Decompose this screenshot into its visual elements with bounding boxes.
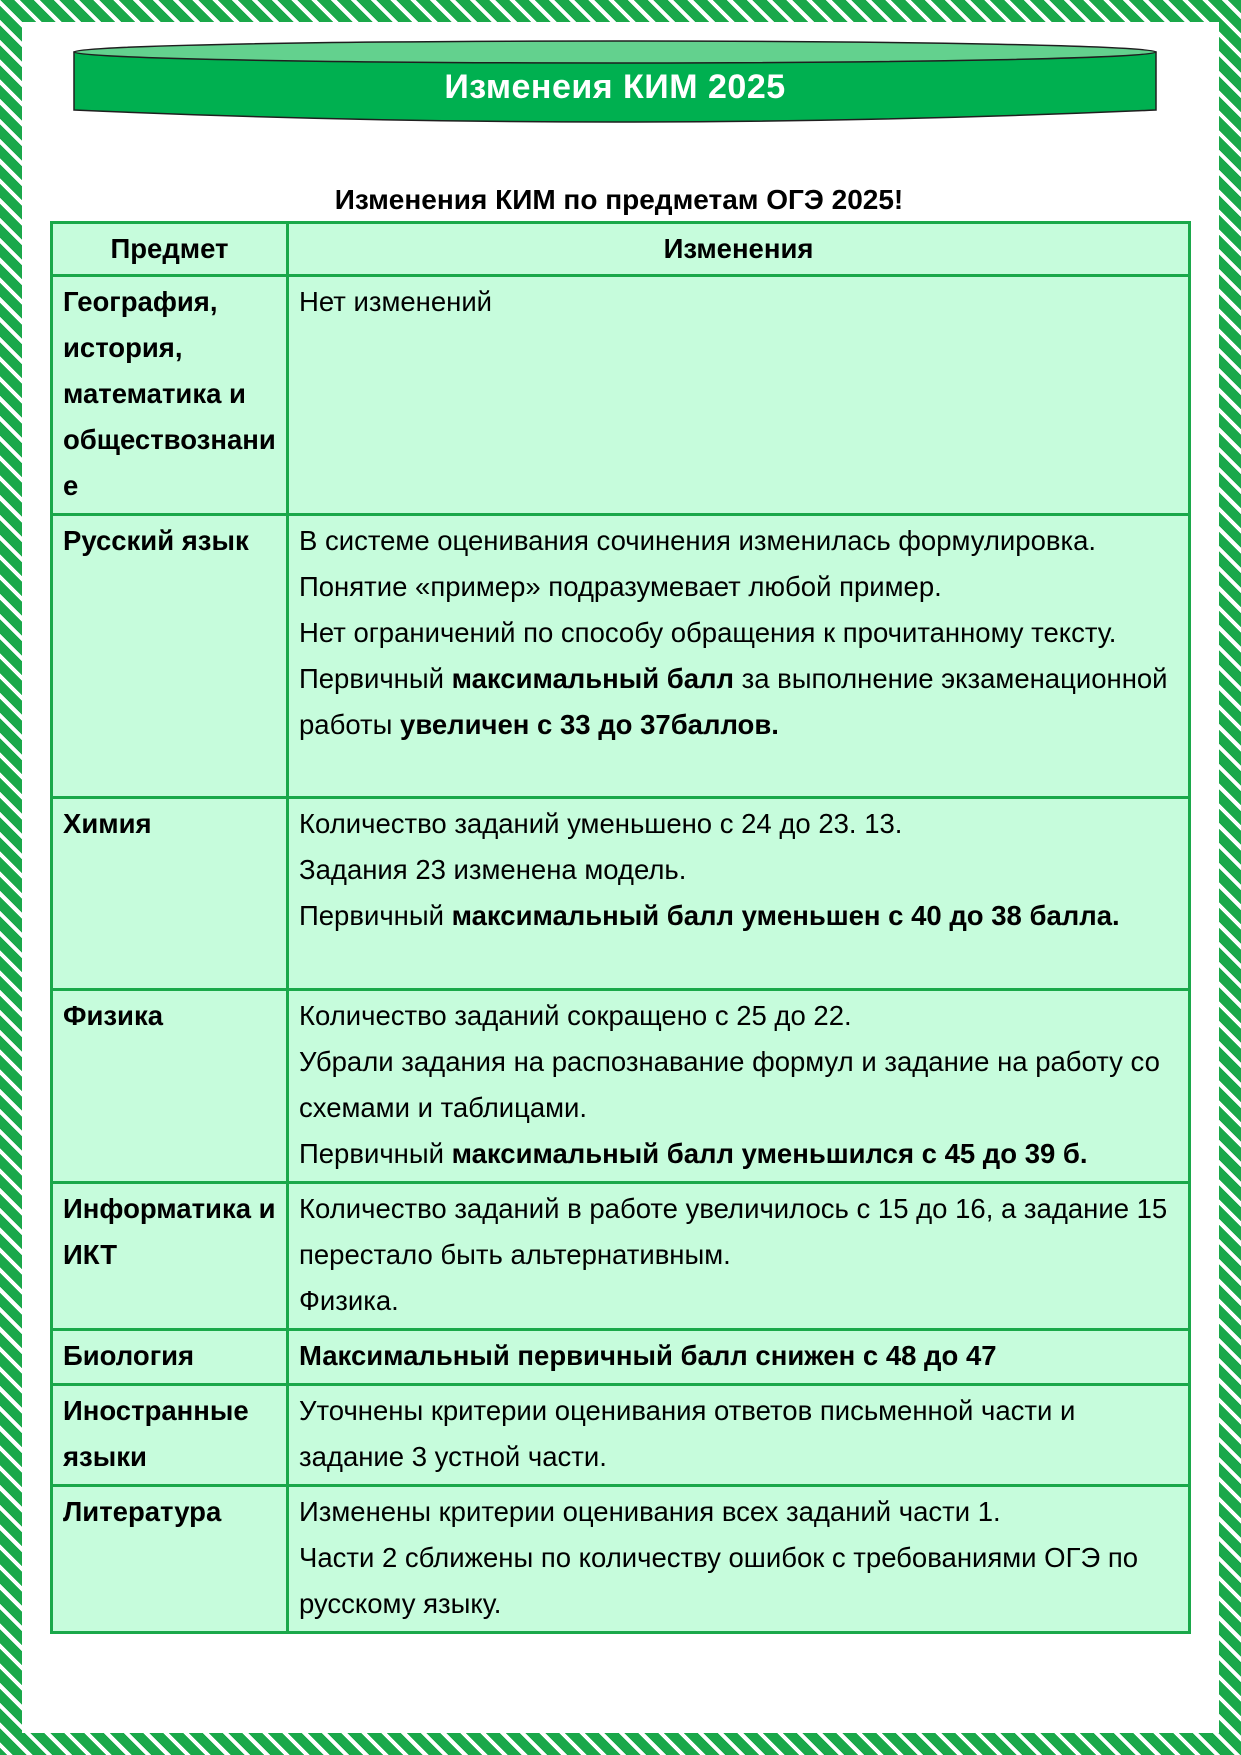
- subject-cell: Литература: [52, 1486, 288, 1633]
- change-text-bold: увеличен с 33 до 37баллов.: [400, 709, 779, 740]
- change-text-bold: максимальный балл уменьшился с 45 до 39 б.: [451, 1138, 1088, 1169]
- change-text: Первичный: [299, 1138, 452, 1169]
- table-body: [52, 276, 1190, 1633]
- change-line: [299, 993, 1178, 1039]
- table-row: [52, 1183, 1190, 1330]
- change-text: Задания 23 изменена модель.: [299, 854, 687, 885]
- change-line: [299, 847, 1178, 893]
- change-line: [299, 279, 1178, 325]
- banner-title: Изменеия КИМ 2025: [444, 68, 786, 106]
- subject-cell: Химия: [52, 798, 288, 990]
- subject-cell: География, история, математика и обществознание: [52, 276, 288, 515]
- change-text: В системе оценивания сочинения изменилась формулировка. Понятие «пример» подразумевает любой пример.: [299, 525, 1097, 602]
- table-row: [52, 1385, 1190, 1486]
- subject-cell: Физика: [52, 990, 288, 1183]
- change-text: Нет ограничений по способу обращения к прочитанному тексту. Первичный: [299, 617, 1117, 694]
- change-line: [299, 893, 1178, 939]
- change-text: Физика.: [299, 1285, 399, 1316]
- change-line: [299, 1489, 1178, 1535]
- subject-cell: Биология: [52, 1330, 288, 1385]
- change-line: [299, 610, 1178, 748]
- changes-cell: [288, 1330, 1190, 1385]
- change-text-bold: Максимальный первичный балл снижен с 48 до 47: [299, 1340, 997, 1371]
- change-text-bold: максимальный балл: [451, 663, 734, 694]
- change-line: [299, 1131, 1178, 1177]
- table-row: [52, 798, 1190, 990]
- table-row: [52, 276, 1190, 515]
- changes-cell: [288, 1385, 1190, 1486]
- subject-cell: Иностранные языки: [52, 1385, 288, 1486]
- change-text: Количество заданий в работе увеличилось с 15 до 16, а задание 15 перестало быть альтернативным.: [299, 1193, 1168, 1270]
- table-caption: Изменения КИМ по предметам ОГЭ 2025!: [334, 184, 904, 215]
- changes-table: [50, 221, 1191, 1634]
- change-text: Изменены критерии оценивания всех заданий части 1.: [299, 1496, 1001, 1527]
- table-row: [52, 990, 1190, 1183]
- change-text: Части 2 сближены по количеству ошибок с требованиями ОГЭ по русскому языку.: [299, 1542, 1139, 1619]
- change-text-bold: максимальный балл уменьшен с 40 до 38 балла.: [451, 900, 1120, 931]
- change-text: Убрали задания на распознавание формул и задание на работу со схемами и таблицами.: [299, 1046, 1160, 1123]
- table-row: [52, 1330, 1190, 1385]
- changes-cell: [288, 1183, 1190, 1330]
- change-line: [299, 801, 1178, 847]
- changes-cell: [288, 515, 1190, 798]
- change-line: [299, 1278, 1178, 1324]
- changes-cell: [288, 1486, 1190, 1633]
- subject-cell: Информатика и ИКТ: [52, 1183, 288, 1330]
- change-text: Количество заданий сокращено с 25 до 22.: [299, 1000, 852, 1031]
- change-line: [299, 1186, 1178, 1278]
- changes-cell: [288, 798, 1190, 990]
- table-row: [52, 515, 1190, 798]
- change-text: Нет изменений: [299, 286, 493, 317]
- header-subject: Предмет: [52, 223, 288, 276]
- header-changes: Изменения: [288, 223, 1190, 276]
- subject-cell: Русский язык: [52, 515, 288, 798]
- table-header-row: [52, 223, 1190, 276]
- change-text: Уточнены критерии оценивания ответов письменной части и задание 3 устной части.: [299, 1395, 1076, 1472]
- change-line: [299, 518, 1178, 610]
- change-text: за выполнение экзаменационной работы: [299, 663, 1168, 740]
- change-line: [299, 1039, 1178, 1131]
- change-line: [299, 1535, 1178, 1627]
- changes-cell: [288, 990, 1190, 1183]
- change-line: [299, 1388, 1178, 1480]
- title-banner: [72, 38, 1158, 124]
- change-text: Количество заданий уменьшено с 24 до 23. 13.: [299, 808, 903, 839]
- changes-cell: [288, 276, 1190, 515]
- change-line: [299, 1333, 1178, 1379]
- table-row: [52, 1486, 1190, 1633]
- change-text: Первичный: [299, 900, 452, 931]
